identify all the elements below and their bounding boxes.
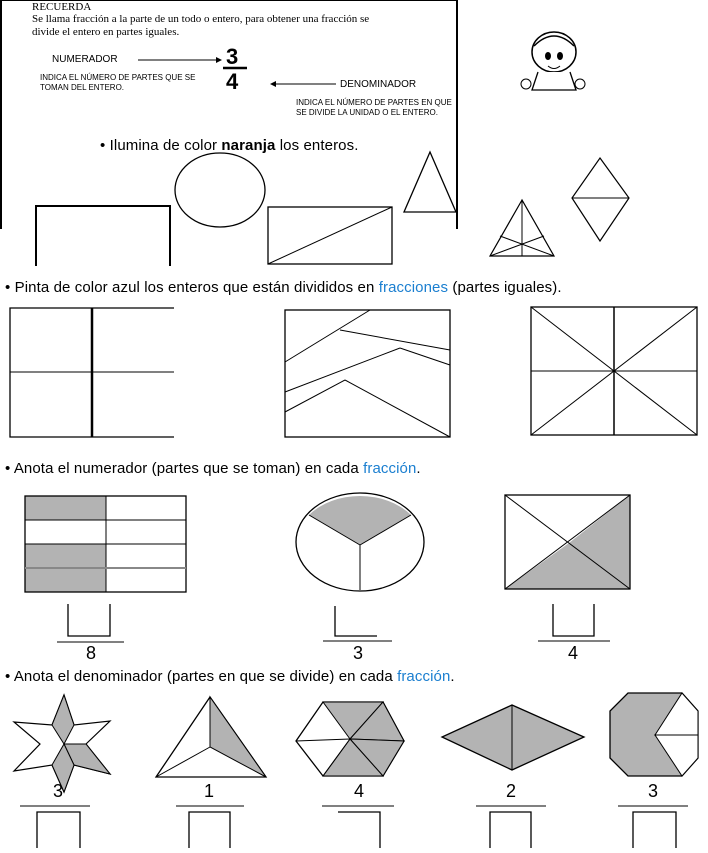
denominator-box-4: [490, 812, 531, 848]
numerator-label-1: 3: [52, 781, 63, 801]
numerator-label-2: 1: [203, 781, 214, 801]
denominator-box-1: [37, 812, 80, 848]
numerator-label-4: 2: [505, 781, 516, 801]
bullet: •: [5, 279, 11, 296]
numerator-label-3: 4: [353, 781, 364, 801]
instruction-3-end: .: [416, 460, 421, 477]
numerador-desc: INDICA EL NÚMERO DE PARTES QUE SE TOMAN DEL ENTERO.: [40, 73, 196, 92]
instruction-3-text: Anota el numerador (partes que se toman) en cada: [13, 460, 364, 477]
instruction-1-bold: naranja: [221, 137, 276, 154]
shape-rhombus-halves: [442, 705, 584, 770]
denominator-label-3: 4: [567, 643, 578, 663]
bullet: •: [5, 668, 11, 685]
denominator-box-2: [189, 812, 230, 848]
numerador-label: NUMERADOR: [52, 54, 118, 65]
instruction-2-end: (partes iguales).: [448, 279, 562, 296]
bullet: •: [5, 460, 11, 477]
recuerda-line2: divide el entero en partes iguales.: [32, 26, 180, 38]
fraction-numerator: 3: [226, 44, 239, 69]
instruction-1-end: los enteros.: [275, 137, 359, 154]
denominator-box-3: [338, 812, 380, 848]
instruction-2-text: Pinta de color azul los enteros que están divididos en: [14, 279, 379, 296]
fraction-denominator: 4: [226, 69, 239, 94]
instruction-4-blue: fracción: [397, 668, 451, 685]
recuerda-title: RECUERDA: [32, 1, 92, 13]
recuerda-line1: Se llama fracción a la parte de un todo o entero, para obtener una fracción se: [32, 13, 370, 25]
denominador-label: DENOMINADOR: [340, 79, 417, 90]
bullet: •: [100, 137, 106, 154]
denominator-label-2: 3: [352, 643, 363, 663]
instruction-3-blue: fracción: [363, 460, 417, 477]
instruction-1-text: Ilumina de color: [109, 137, 222, 154]
instruction-2-blue: fracciones: [378, 279, 449, 296]
numerator-label-5: 3: [647, 781, 658, 801]
instruction-4-end: .: [450, 668, 455, 685]
denominador-desc: INDICA EL NÚMERO DE PARTES EN QUE SE DIVIDE LA UNIDAD O EL ENTERO.: [296, 98, 452, 117]
instruction-4-text: Anota el denominador (partes en que se divide) en cada: [13, 668, 398, 685]
denominator-box-5: [633, 812, 676, 848]
denominator-label-1: 8: [85, 643, 96, 663]
